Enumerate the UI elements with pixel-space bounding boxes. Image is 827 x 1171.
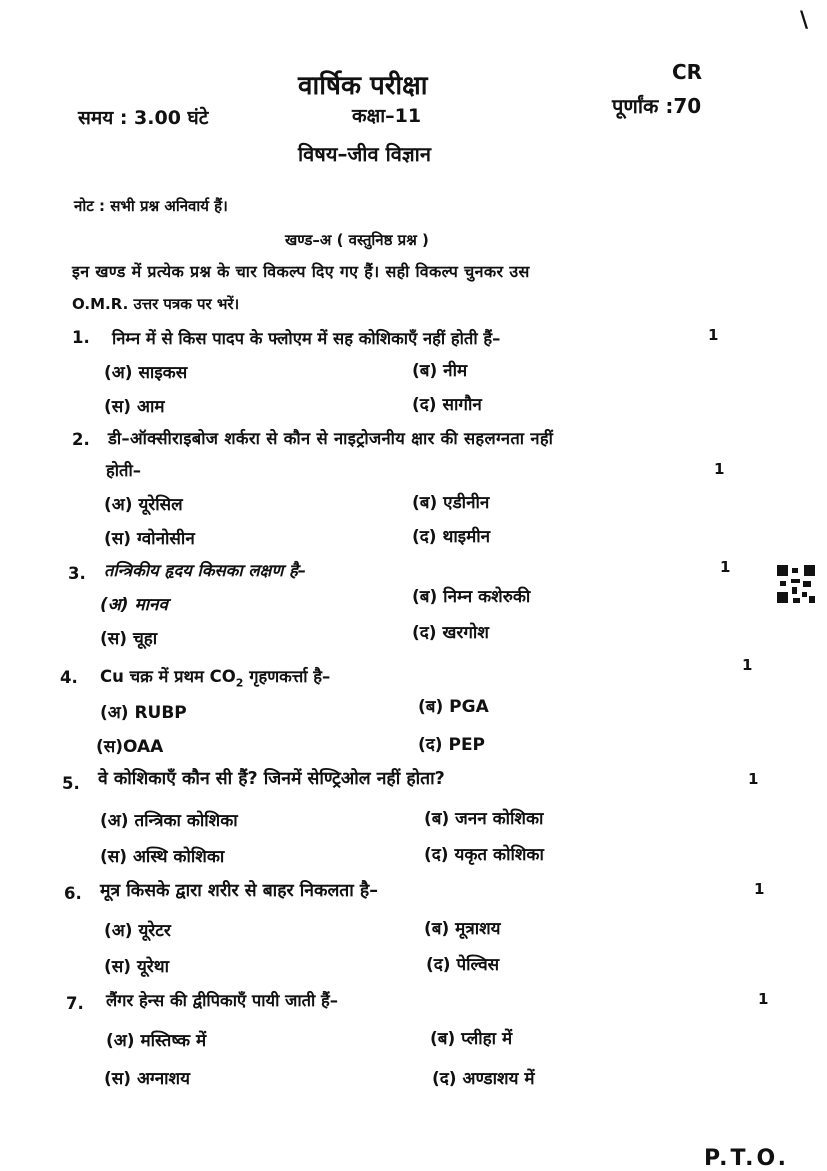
max-marks: पूर्णांक :70 (612, 94, 702, 118)
question-number: 7. (66, 994, 84, 1013)
question-number: 5. (62, 774, 80, 793)
question-text: वे कोशिकाएँ कौन सी हैं? जिनमें सेण्ट्रिओल नहीं होता? (98, 769, 445, 789)
option-a: (अ) यूरेटर (104, 921, 171, 941)
question-text: तन्त्रिकीय हृदय किसका लक्षण है– (104, 561, 307, 580)
option-b: (ब) एडीनीन (412, 493, 490, 513)
option-b: (ब) PGA (418, 697, 489, 717)
page-turn-label: P.T.O. (704, 1146, 790, 1171)
option-d: (द) PEP (418, 735, 486, 755)
option-d: (द) यकृत कोशिका (424, 845, 544, 865)
question-marks: 1 (754, 880, 765, 898)
question-number: 6. (64, 884, 82, 903)
exam-title: वार्षिक परीक्षा (298, 71, 428, 101)
question-text: लैंगर हेन्स की द्वीपिकाएँ पायी जाती हैं– (106, 991, 339, 1010)
question-text: मूत्र किसके द्वारा शरीर से बाहर निकलता है– (100, 881, 378, 901)
question-marks: 1 (708, 326, 719, 344)
option-a: (अ) मानव (100, 595, 168, 615)
paper-code: CR (672, 60, 703, 84)
question-number: 3. (68, 564, 86, 583)
question-number: 2. (72, 430, 90, 449)
option-a: (अ) मस्तिष्क में (106, 1031, 207, 1051)
option-a: (अ) साइकस (104, 363, 188, 383)
option-c: (स) अग्नाशय (104, 1069, 190, 1089)
qr-code-icon (777, 565, 815, 603)
question-number: 4. (60, 668, 78, 687)
subject-title: विषय–जीव विज्ञान (298, 142, 431, 166)
exam-time: समय : 3.00 घंटे (78, 107, 209, 129)
question-text: डी–ऑक्सीराइबोज शर्करा से कौन से नाइट्रोजनीय क्षार की सहलग्नता नहीं (108, 429, 554, 448)
option-d: (द) थाइमीन (412, 527, 491, 547)
option-c: (स) अस्थि कोशिका (100, 847, 225, 867)
question-text: निम्न में से किस पादप के फ्लोएम में सह कोशिकाएँ नहीं होती हैं– (112, 329, 501, 348)
section-title: खण्ड–अ ( वस्तुनिष्ठ प्रश्न ) (285, 231, 429, 249)
instruction-line-1: इन खण्ड में प्रत्येक प्रश्न के चार विकल्प दिए गए हैं। सही विकल्प चुनकर उस (72, 262, 530, 281)
option-c: (स) ग्वोनोसीन (104, 529, 195, 549)
option-b: (ब) निम्न कशेरुकी (412, 587, 531, 607)
option-d: (द) खरगोश (412, 623, 489, 643)
question-marks: 1 (720, 558, 731, 576)
option-b: (ब) प्लीहा में (430, 1029, 513, 1049)
option-c: (स) आम (104, 397, 165, 417)
question-text: Cu चक्र में प्रथम $CO_2$ गृहणकर्त्ता है– (100, 667, 331, 690)
question-text-continued: होती– (106, 461, 141, 480)
option-b: (ब) मूत्राशय (424, 919, 501, 939)
option-a: (अ) तन्त्रिका कोशिका (100, 811, 238, 831)
note: नोट : सभी प्रश्न अनिवार्य हैं। (74, 197, 228, 215)
option-c: (स) यूरेथा (104, 957, 170, 977)
question-marks: 1 (758, 990, 769, 1008)
corner-mark: \ (800, 8, 809, 33)
option-d: (द) पेल्विस (426, 955, 500, 975)
question-marks: 1 (748, 770, 759, 788)
option-c: (स) चूहा (100, 629, 158, 649)
option-a: (अ) यूरेसिल (104, 495, 183, 515)
question-number: 1. (72, 328, 90, 347)
class-label: कक्षा–11 (352, 105, 422, 127)
option-a: (अ) RUBP (100, 703, 187, 723)
option-b: (ब) नीम (412, 361, 468, 381)
option-c: (स)OAA (96, 737, 164, 757)
instruction-line-2: O.M.R. उत्तर पत्रक पर भरें। (72, 295, 240, 313)
option-b: (ब) जनन कोशिका (424, 809, 544, 829)
option-d: (द) अण्डाशय में (432, 1069, 535, 1089)
question-marks: 1 (714, 460, 725, 478)
question-marks: 1 (742, 656, 753, 674)
option-d: (द) सागौन (412, 395, 482, 415)
